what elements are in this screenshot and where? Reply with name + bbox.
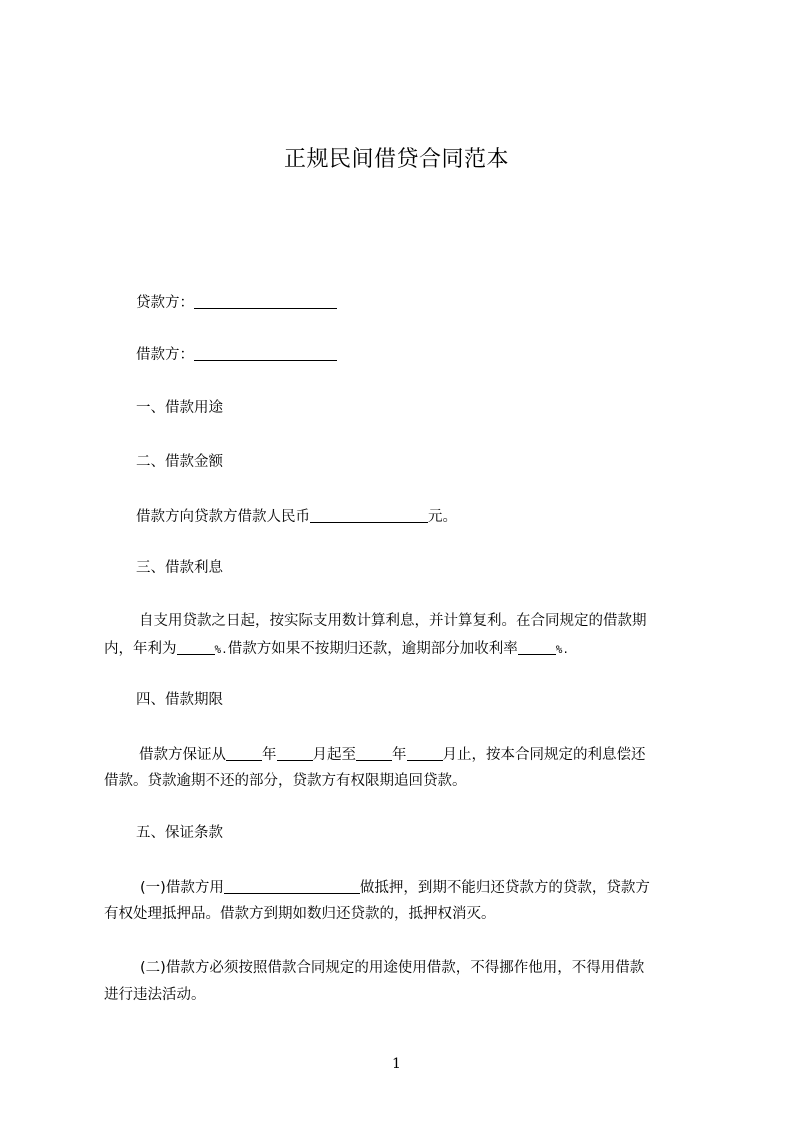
document-title: 正规民间借贷合同范本	[283, 147, 509, 172]
interest-text-1: 自支用贷款之日起，按实际支用数计算利息，并计算复利。在合同规定的借款期	[139, 613, 647, 629]
interest-text-2a: 内，年利为	[104, 641, 177, 657]
term-text-c: 月止，按本合同规定的利息偿还	[442, 747, 646, 763]
term-text-a: 借款方保证从	[139, 747, 226, 763]
term-text-2: 借款。贷款逾期不还的部分，贷款方有权限期追回贷款。	[104, 773, 467, 789]
borrower-label: 借款方：	[136, 347, 194, 363]
term-text-b: 月起至	[312, 747, 356, 763]
term-year-1: 年	[262, 747, 277, 763]
end-month-blank	[407, 746, 443, 761]
percent-sign: %.	[214, 643, 228, 656]
annual-rate-blank	[177, 640, 215, 655]
borrower-blank	[194, 346, 337, 361]
start-year-blank	[226, 746, 262, 761]
guarantee-1-text-2: 有权处理抵押品。借款方到期如数归还贷款的，抵押权消灭。	[104, 906, 496, 922]
amount-blank	[310, 508, 428, 523]
amount-text-post: 元。	[428, 509, 457, 525]
guarantee-2-text-2: 进行违法活动。	[104, 987, 206, 1003]
section-1-heading: 一、借款用途	[136, 400, 223, 416]
amount-text-pre: 借款方向贷款方借款人民币	[136, 509, 310, 525]
collateral-blank	[224, 879, 360, 894]
guarantee-1-text-b: 做抵押，到期不能归还贷款方的贷款，贷款方	[359, 880, 650, 896]
guarantee-1-text-a: (一)借款方用	[140, 880, 224, 896]
section-5-heading: 五、保证条款	[136, 825, 223, 841]
guarantee-2-text-1: (二)借款方必须按照借款合同规定的用途使用借款，不得挪作他用，不得用借款	[140, 960, 645, 976]
lender-label: 贷款方：	[136, 295, 194, 311]
overdue-rate-blank	[518, 640, 556, 655]
term-year-2: 年	[392, 747, 407, 763]
section-3-heading: 三、借款利息	[136, 560, 223, 576]
percent-sign: %.	[555, 643, 569, 656]
section-4-heading: 四、借款期限	[136, 692, 223, 708]
end-year-blank	[356, 746, 392, 761]
lender-blank	[194, 294, 337, 309]
interest-text-2b: 借款方如果不按期归还款，逾期部分加收利率	[227, 641, 518, 657]
page-number: 1	[392, 1056, 401, 1072]
section-2-heading: 二、借款金额	[136, 454, 223, 470]
start-month-blank	[277, 746, 313, 761]
